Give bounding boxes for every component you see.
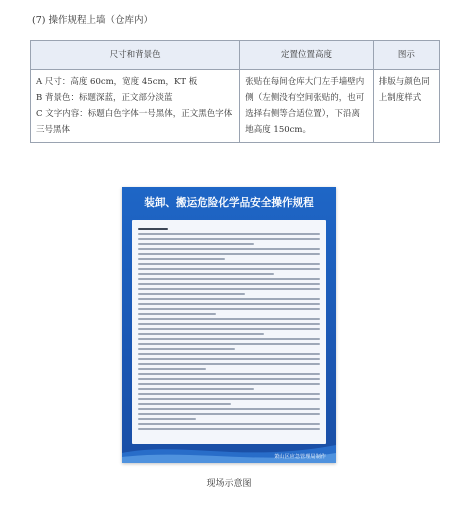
poster-text-line: [138, 308, 320, 310]
poster-text-line: [138, 358, 320, 360]
table-header-row: [31, 41, 440, 70]
poster-text-line: [138, 383, 320, 385]
table-row: [31, 70, 440, 143]
poster-text-line: [138, 328, 320, 330]
image-caption: 现场示意图: [206, 479, 252, 489]
poster-text-line: [138, 248, 320, 250]
poster-text-line: [138, 273, 274, 275]
poster-footer: 萧山区应急管理局制作: [274, 454, 326, 460]
poster-text-line: [138, 338, 320, 340]
poster-text-line: [138, 298, 320, 300]
poster-text-line: [138, 268, 320, 270]
poster-text-line: [138, 278, 320, 280]
poster-text-line: [138, 318, 320, 320]
poster-body: [132, 220, 326, 444]
poster-text-line: [138, 418, 196, 420]
poster-text-line: [138, 238, 320, 240]
poster-text-line: [138, 263, 320, 265]
spec-table: [30, 40, 440, 143]
poster-text-line: [138, 348, 235, 350]
poster-text-line: [138, 253, 320, 255]
poster-text-line: [138, 333, 264, 335]
poster-text-line: [138, 313, 216, 315]
header-position: 定置位置高度: [240, 41, 374, 70]
poster-text-line: [138, 378, 320, 380]
poster-image: [122, 187, 336, 463]
header-size: 尺寸和背景色: [31, 41, 240, 70]
poster-text-line: [138, 283, 320, 285]
poster-text-line: [138, 398, 320, 400]
poster-text-line: [138, 258, 225, 260]
poster-text-line: [138, 388, 254, 390]
poster-text-line: [138, 408, 320, 410]
poster-text-line: [138, 303, 320, 305]
poster-text-line: [138, 373, 320, 375]
poster-text-line: [138, 293, 245, 295]
poster-text-line: [138, 288, 320, 290]
header-illustration: 图示: [373, 41, 439, 70]
poster-text-line: [138, 233, 320, 235]
poster-text-line: [138, 228, 168, 230]
poster-title: 装卸、搬运危险化学品安全操作规程: [144, 197, 314, 209]
poster-text-line: [138, 413, 320, 415]
size-line-a: A 尺寸：高度 60cm，宽度 45cm，KT 板: [36, 77, 198, 87]
size-line-b: B 背景色：标题深蓝，正文部分淡蓝: [36, 93, 173, 103]
poster-text-line: [138, 403, 231, 405]
cell-size: [31, 70, 240, 143]
poster-text-line: [138, 353, 320, 355]
section-heading: (7) 操作规程上墙（仓库内）: [32, 15, 153, 26]
cell-illustration: 排版与颜色同上制度样式: [373, 70, 439, 143]
poster-text-line: [138, 343, 320, 345]
poster-text-line: [138, 323, 320, 325]
poster-text-line: [138, 368, 206, 370]
cell-position: 张贴在每间仓库大门左手墙壁内侧（左侧没有空间张贴的，也可选择右侧等合适位置），下沿离地高度 150cm。: [240, 70, 374, 143]
poster-text-line: [138, 393, 320, 395]
size-line-c: C 文字内容：标题白色字体一号黑体，正文黑色字体三号黑体: [36, 109, 233, 135]
poster-text-line: [138, 243, 254, 245]
poster-text-line: [138, 363, 320, 365]
